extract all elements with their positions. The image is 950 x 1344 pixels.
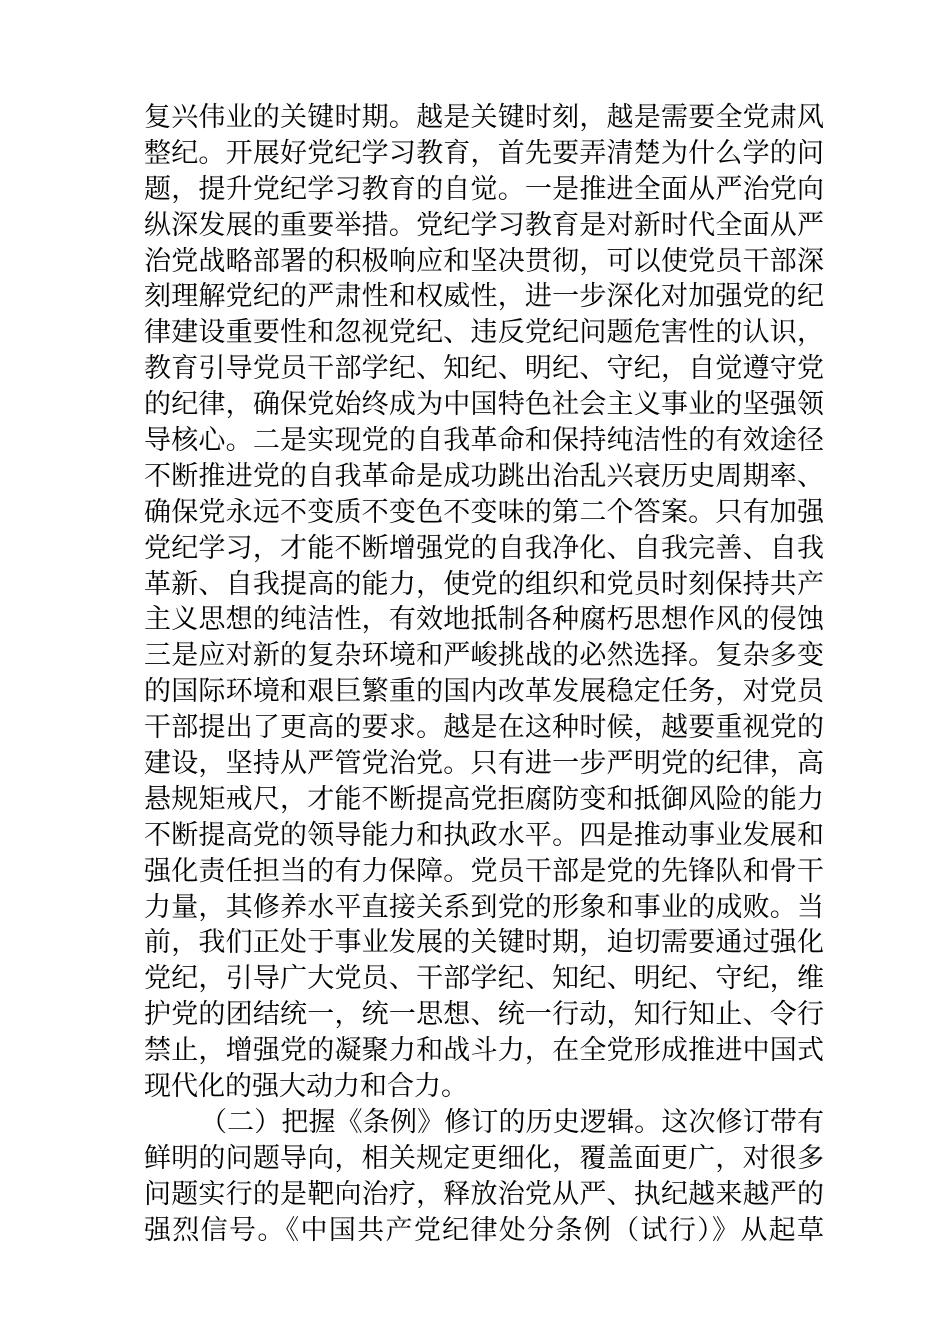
body-text xyxy=(144,100,824,1249)
text-line: 强烈信号。《中国共产党纪律处分条例（试行）》从起草 xyxy=(144,1214,824,1246)
text-line: 建设，坚持从严管党治党。只有进一步严明党的纪律，高 xyxy=(144,748,824,780)
text-line: 强化责任担当的有力保障。党员干部是党的先锋队和骨干 xyxy=(144,855,824,887)
text-line: 的国际环境和艰巨繁重的国内改革发展稳定任务，对党员 xyxy=(144,676,824,708)
text-line: 的纪律，确保党始终成为中国特色社会主义事业的坚强领 xyxy=(144,389,824,421)
text-line: 律建设重要性和忽视党纪、违反党纪问题危害性的认识， xyxy=(144,317,824,349)
text-line: 整纪。开展好党纪学习教育，首先要弄清楚为什么学的问 xyxy=(144,137,824,169)
text-line: 教育引导党员干部学纪、知纪、明纪、守纪，自觉遵守党 xyxy=(144,353,824,385)
text-line: 题，提升党纪学习教育的自觉。一是推进全面从严治党向 xyxy=(144,173,824,205)
text-line: 治党战略部署的积极响应和坚决贯彻，可以使党员干部深 xyxy=(144,245,824,277)
text-line: 干部提出了更高的要求。越是在这种时候，越要重视党的 xyxy=(144,712,824,744)
text-line: 导核心。二是实现党的自我革命和保持纯洁性的有效途径 xyxy=(144,425,824,457)
text-line: 禁止，增强党的凝聚力和战斗力，在全党形成推进中国式 xyxy=(144,1035,824,1067)
text-line: 护党的团结统一，统一思想、统一行动，知行知止、令行 xyxy=(144,999,824,1031)
text-line: 问题实行的是靶向治疗，释放治党从严、执纪越来越严的 xyxy=(144,1178,824,1210)
text-line: 鲜明的问题导向，相关规定更细化，覆盖面更广，对很多 xyxy=(144,1142,824,1174)
text-line: 党纪，引导广大党员、干部学纪、知纪、明纪、守纪，维 xyxy=(144,963,824,995)
text-line: 现代化的强大动力和合力。 xyxy=(144,1071,468,1103)
text-line: 不断提高党的领导能力和执政水平。四是推动事业发展和 xyxy=(144,819,824,851)
text-line: 党纪学习，才能不断增强党的自我净化、自我完善、自我 xyxy=(144,532,824,564)
text-line: 复兴伟业的关键时期。越是关键时刻，越是需要全党肃风 xyxy=(144,102,824,133)
text-line: 前，我们正处于事业发展的关键时期，迫切需要通过强化 xyxy=(144,927,824,959)
text-line: 纵深发展的重要举措。党纪学习教育是对新时代全面从严 xyxy=(144,209,824,241)
text-line: 不断推进党的自我革命是成功跳出治乱兴衰历史周期率、 xyxy=(144,460,824,492)
text-line: 悬规矩戒尺，才能不断提高党拒腐防变和抵御风险的能力 xyxy=(144,783,824,815)
text-line: 革新、自我提高的能力，使党的组织和党员时刻保持共产 xyxy=(144,568,824,600)
text-line: 确保党永远不变质不变色不变味的第二个答案。只有加强 xyxy=(144,496,824,528)
text-line: 主义思想的纯洁性，有效地抵制各种腐朽思想作风的侵蚀 xyxy=(144,604,824,636)
text-line: 刻理解党纪的严肃性和权威性，进一步深化对加强党的纪 xyxy=(144,281,824,313)
text-line: （二）把握《条例》修订的历史逻辑。这次修订带有 xyxy=(200,1106,824,1138)
text-line: 三是应对新的复杂环境和严峻挑战的必然选择。复杂多变 xyxy=(144,640,824,672)
text-line: 力量，其修养水平直接关系到党的形象和事业的成败。当 xyxy=(144,891,824,923)
